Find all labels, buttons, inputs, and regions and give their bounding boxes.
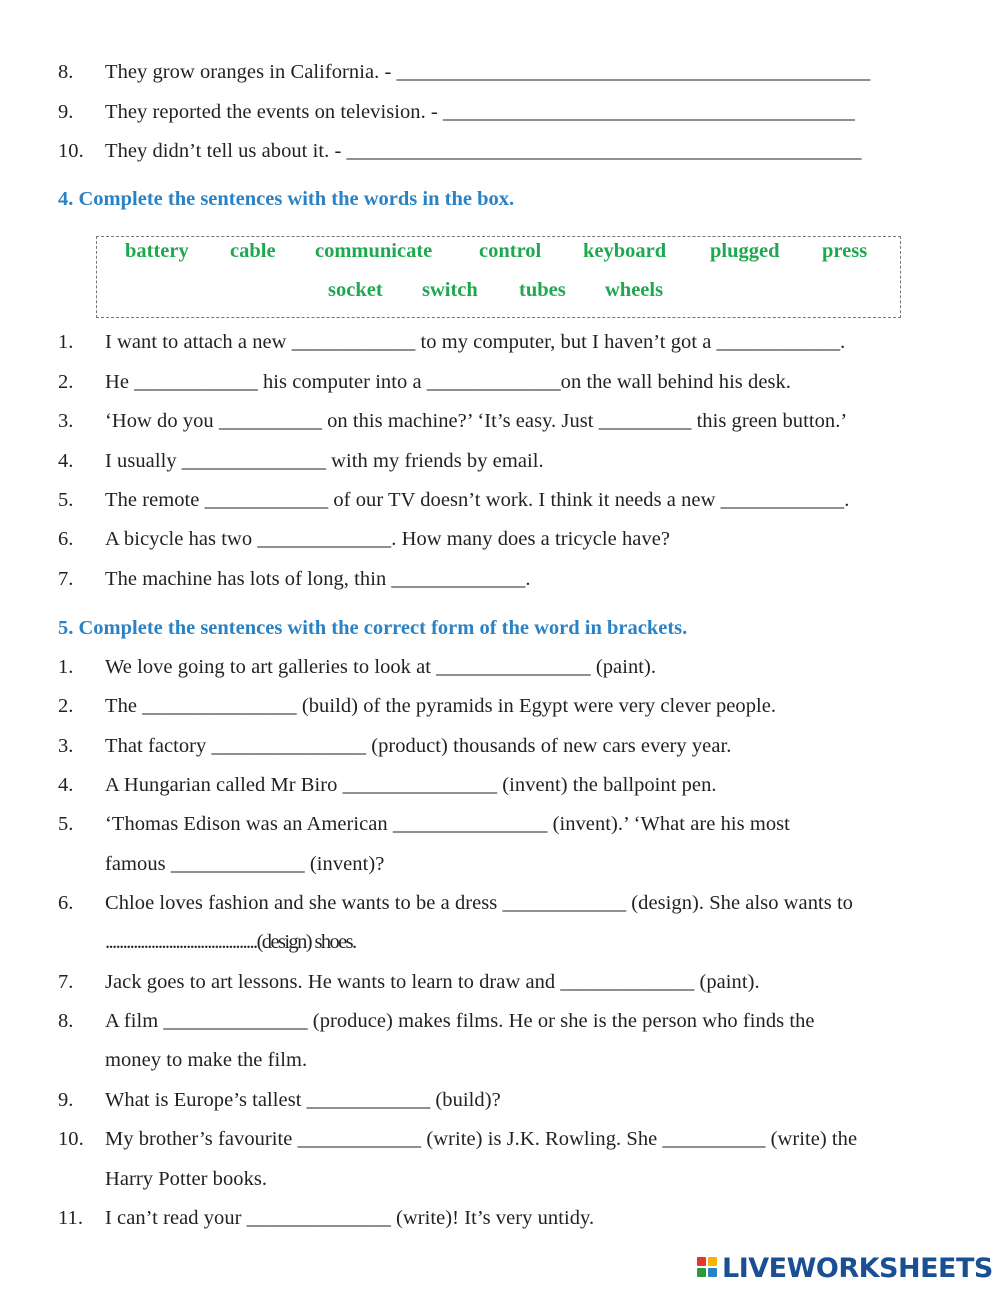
word-box-item: switch [422,279,478,301]
liveworksheets-logo[interactable] [697,1253,993,1285]
logo-text: LIVEWORKSHEETS [722,1253,993,1284]
item-number: 9. [58,101,74,123]
item-text: I usually ______________ with my friends by email. [105,450,544,472]
item-text: We love going to art galleries to look at _______________ (paint). [105,656,657,678]
liveworksheets-logo-icon [697,1257,719,1279]
item-number: 2. [58,371,74,393]
item-text: The _______________ (build) of the pyramids in Egypt were very clever people. [105,695,777,717]
item-number: 8. [58,61,74,83]
item-text: A bicycle has two _____________. How many does a tricycle have? [105,528,671,550]
item-number: 3. [58,410,74,432]
item-text: Jack goes to art lessons. He wants to learn to draw and _____________ (paint). [105,971,760,993]
item-number: 6. [58,528,74,550]
item-text: I want to attach a new ____________ to my computer, but I haven’t got a ____________. [105,331,846,353]
item-number: 7. [58,568,74,590]
item-number: 2. [58,695,74,717]
item-text: My brother’s favourite ____________ (write) is J.K. Rowling. She __________ (write) the [105,1128,858,1150]
word-box-item: tubes [519,279,566,301]
item-text: He ____________ his computer into a _____________on the wall behind his desk. [105,371,791,393]
item-number: 7. [58,971,74,993]
item-text: famous _____________ (invent)? [105,853,385,875]
item-text: ‘How do you __________ on this machine?’ ‘It’s easy. Just _________ this green button.’ [105,410,848,432]
word-box-item: socket [328,279,383,301]
item-number: 4. [58,774,74,796]
word-box-item: keyboard [583,240,667,262]
item-number: 1. [58,656,74,678]
item-text: They grow oranges in California. - ______________________________________________ [105,61,871,83]
exercise-4-heading: 4. Complete the sentences with the words in the box. [58,188,515,210]
item-number: 11. [58,1207,84,1229]
item-number: 10. [58,140,84,162]
item-number: 3. [58,735,74,757]
item-number: 1. [58,331,74,353]
item-text: The machine has lots of long, thin _____________. [105,568,531,590]
item-text: money to make the film. [105,1049,308,1071]
word-box-item: battery [125,240,189,262]
word-box-item: plugged [710,240,780,262]
word-box-item: control [479,240,542,262]
item-number: 9. [58,1089,74,1111]
item-text: ‘Thomas Edison was an American _______________ (invent).’ ‘What are his most [105,813,790,835]
item-text: I can’t read your ______________ (write)! It’s very untidy. [105,1207,595,1229]
exercise-5-heading: 5. Complete the sentences with the correct form of the word in brackets. [58,617,688,639]
item-text: What is Europe’s tallest ____________ (build)? [105,1089,501,1111]
item-text: Harry Potter books. [105,1168,268,1190]
item-text: They didn’t tell us about it. - __________________________________________________ [105,140,862,162]
item-number: 5. [58,489,74,511]
item-text: They reported the events on television. - ________________________________________ [105,101,855,123]
item-text: A film ______________ (produce) makes films. He or she is the person who finds the [105,1010,815,1032]
word-box-item: wheels [605,279,664,301]
item-text: The remote ____________ of our TV doesn’t work. I think it needs a new ____________. [105,489,850,511]
word-box-item: press [822,240,868,262]
word-box-item: cable [230,240,276,262]
word-box-item: communicate [315,240,433,262]
item-number: 5. [58,813,74,835]
item-text: Chloe loves fashion and she wants to be a dress ____________ (design). She also wants to [105,892,853,914]
item-number: 6. [58,892,74,914]
item-text: That factory _______________ (product) thousands of new cars every year. [105,735,732,757]
item-text: ...........................................(design) shoes. [105,931,356,953]
item-text: A Hungarian called Mr Biro _______________ (invent) the ballpoint pen. [105,774,717,796]
item-number: 10. [58,1128,84,1150]
item-number: 8. [58,1010,74,1032]
item-number: 4. [58,450,74,472]
